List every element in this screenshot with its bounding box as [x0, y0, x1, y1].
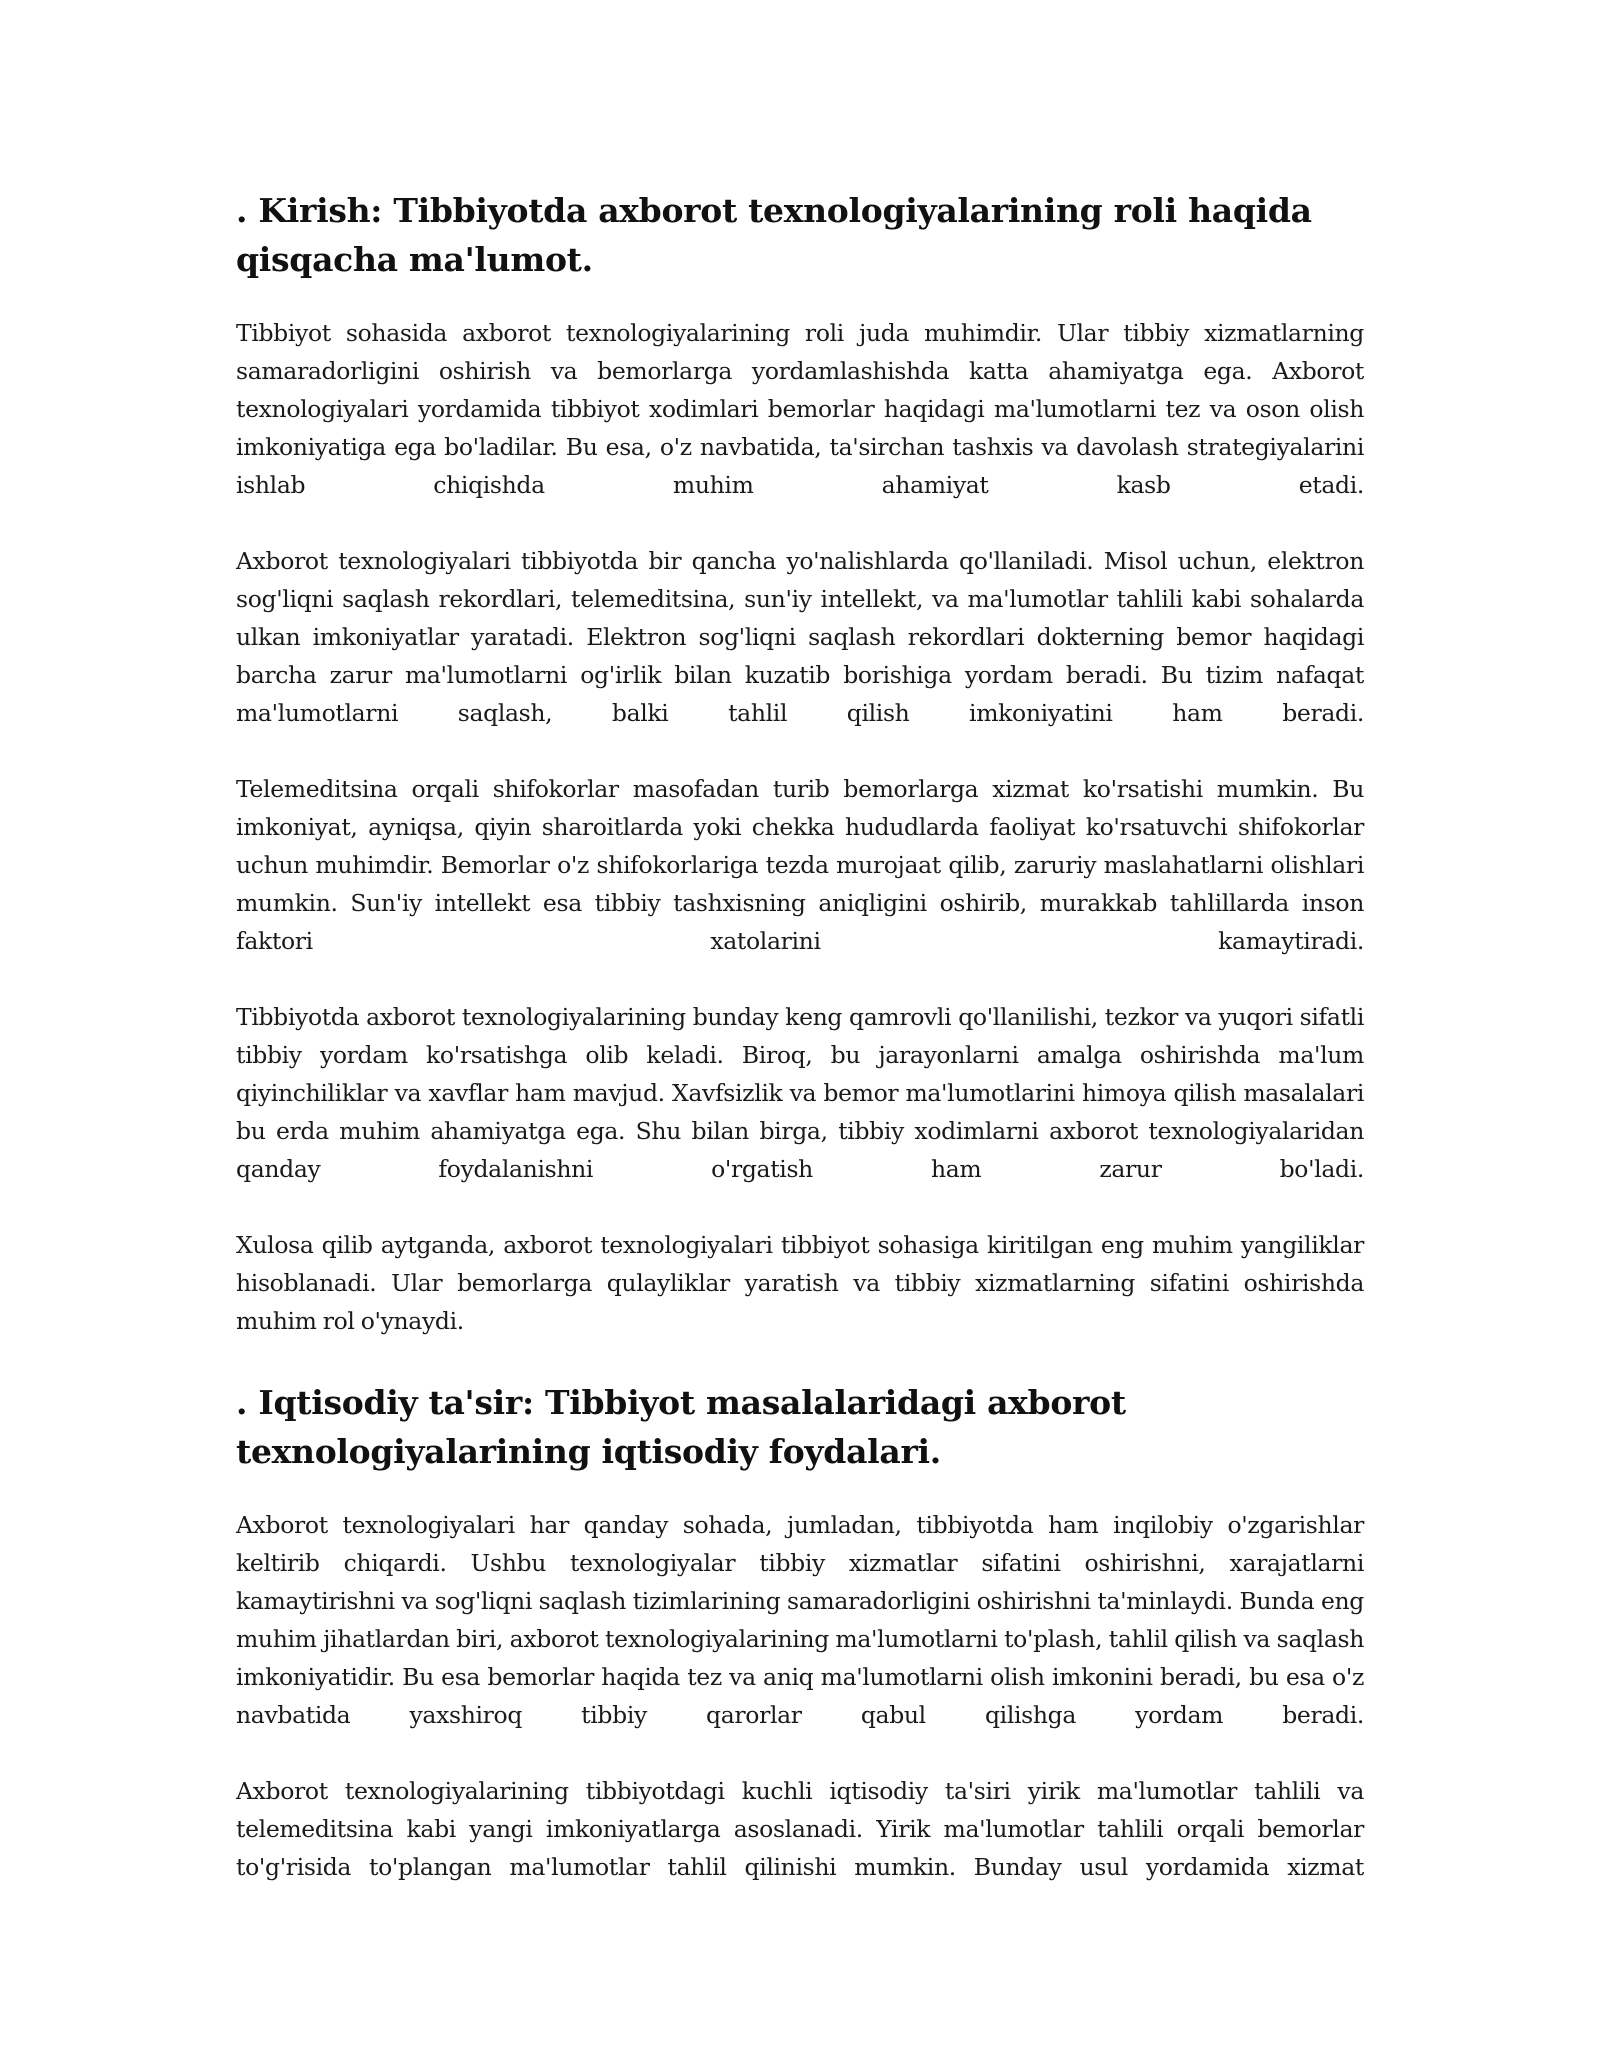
paragraph: Tibbiyotda axborot texnologiyalarining bunday keng qamrovli qo'llanilishi, tezkor va yuqori sifatli tibbiy yordam ko'rsatishga olib keladi. Biroq, bu jarayonlarni amalga oshirishda ma'lum qiyinchiliklar va xavflar ham mavjud. Xavfsizlik va bemor ma'lumotlarini himoya qilish masalalari bu erda muhim ahamiyatga ega. Shu bilan birga, tibbiy xodimlarni axborot texnologiyalaridan qanday foydalanishni o'rgatish ham zarur bo'ladi. [236, 1003, 1364, 1183]
paragraph: Axborot texnologiyalari har qanday sohada, jumladan, tibbiyotda ham inqilobiy o'zgarishlar keltirib chiqardi. Ushbu texnologiyalar tibbiy xizmatlar sifatini oshirishni, xarajatlarni kamaytirishni va sog'liqni saqlash tizimlarining samaradorligini oshirishni ta'minlaydi. Bunda eng muhim jihatlardan biri, axborot texnologiyalarining ma'lumotlarni to'plash, tahlil qilish va saqlash imkoniyatidir. Bu esa bemorlar haqida tez va aniq ma'lumotlarni olish imkonini beradi, bu esa o'z navbatida yaxshiroq tibbiy qarorlar qabul qilishga yordam beradi. [236, 1511, 1364, 1729]
section-heading-economic-impact: . Iqtisodiy ta'sir: Tibbiyot masalalaridagi axborot texnologiyalarining iqtisodiy foydalari. [236, 1383, 1126, 1471]
paragraph: Axborot texnologiyalari tibbiyotda bir qancha yo'nalishlarda qo'llaniladi. Misol uchun, elektron sog'liqni saqlash rekordlari, telemeditsina, sun'iy intellekt, va ma'lumotlar tahlili kabi sohalarda ulkan imkoniyatlar yaratadi. Elektron sog'liqni saqlash rekordlari dokterning bemor haqidagi barcha zarur ma'lumotlarni og'irlik bilan kuzatib borishiga yordam beradi. Bu tizim nafaqat ma'lumotlarni saqlash, balki tahlil qilish imkoniyatini ham beradi. [236, 547, 1364, 727]
paragraph: Axborot texnologiyalarining tibbiyotdagi kuchli iqtisodiy ta'siri yirik ma'lumotlar tahlili va telemeditsina kabi yangi imkoniyatlarga asoslanadi. Yirik ma'lumotlar tahlili orqali bemorlar to'g'risida to'plangan ma'lumotlar tahlil qilinishi mumkin. Bunday usul yordamida xizmat [236, 1777, 1364, 1881]
section-heading-introduction: . Kirish: Tibbiyotda axborot texnologiyalarining roli haqida qisqacha ma'lumot. [236, 191, 1312, 279]
paragraph: Telemeditsina orqali shifokorlar masofadan turib bemorlarga xizmat ko'rsatishi mumkin. Bu imkoniyat, ayniqsa, qiyin sharoitlarda yoki chekka hududlarda faoliyat ko'rsatuvchi shifokorlar uchun muhimdir. Bemorlar o'z shifokorlariga tezda murojaat qilib, zaruriy maslahatlarni olishlari mumkin. Sun'iy intellekt esa tibbiy tashxisning aniqligini oshirib, murakkab tahlillarda inson faktori xatolarini kamaytiradi. [236, 775, 1364, 955]
document-page [236, 186, 1364, 1886]
paragraph: Tibbiyot sohasida axborot texnologiyalarining roli juda muhimdir. Ular tibbiy xizmatlarning samaradorligini oshirish va bemorlarga yordamlashishda katta ahamiyatga ega. Axborot texnologiyalari yordamida tibbiyot xodimlari bemorlar haqidagi ma'lumotlarni tez va oson olish imkoniyatiga ega bo'ladilar. Bu esa, o'z navbatida, ta'sirchan tashxis va davolash strategiyalarini ishlab chiqishda muhim ahamiyat kasb etadi. [236, 319, 1364, 499]
paragraph: Xulosa qilib aytganda, axborot texnologiyalari tibbiyot sohasiga kiritilgan eng muhim yangiliklar hisoblanadi. Ular bemorlarga qulayliklar yaratish va tibbiy xizmatlarning sifatini oshirishda muhim rol o'ynaydi. [236, 1231, 1364, 1335]
